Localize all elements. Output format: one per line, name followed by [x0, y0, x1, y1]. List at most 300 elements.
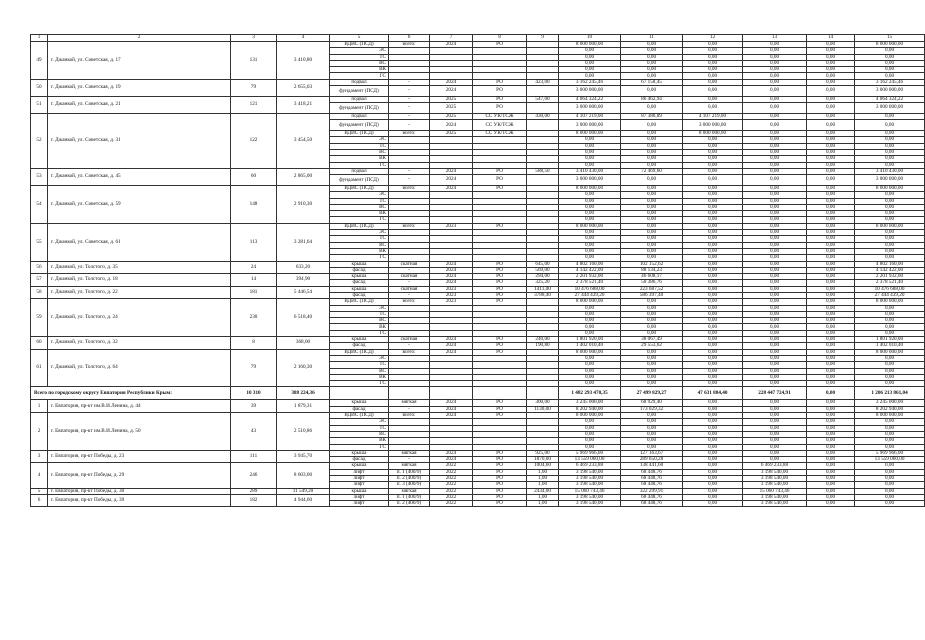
volume: 294,00: [527, 274, 559, 280]
work-type: ВДИС (ПСД): [330, 185, 389, 191]
funds-budget-local: 0,00: [807, 431, 855, 437]
funds-budget-republic: 3 198 540,00: [743, 494, 807, 500]
funds-budget-republic: 0,00: [743, 349, 807, 355]
cost-total: 8 000 000,00: [559, 185, 621, 191]
column-header: 13: [743, 35, 807, 42]
volume: 1,00: [527, 469, 559, 475]
funds-budget-local: 0,00: [807, 54, 855, 60]
cost-total: 0,00: [559, 248, 621, 254]
funding-source: РО: [473, 469, 527, 475]
cost-total: 0,00: [559, 242, 621, 248]
volume: [527, 120, 559, 131]
work-type: лифт: [330, 476, 389, 482]
year: 2024: [430, 175, 473, 186]
funds-fund: 0,00: [855, 73, 925, 79]
funds-fund: 8 000 000,00: [855, 299, 925, 305]
funds-fund: 0,00: [855, 149, 925, 155]
year: 2025: [430, 103, 473, 114]
year: 2022: [430, 494, 473, 500]
cost-total: 0,00: [559, 305, 621, 311]
funds-owners: 0,00: [683, 324, 743, 330]
funds-budget-local: 0,00: [807, 113, 855, 119]
funding-source: РО: [473, 267, 527, 273]
work-subtype: -: [389, 280, 430, 286]
cost-total: 0,00: [559, 362, 621, 368]
funds-fund: 0,00: [855, 381, 925, 387]
cost-per-unit: 29 553,62: [621, 343, 683, 349]
work-type: ВК: [330, 67, 389, 73]
cost-total: 3 000 000,00: [559, 103, 621, 114]
funds-owners: 0,00: [683, 463, 743, 469]
funds-budget-republic: 0,00: [743, 444, 807, 450]
funds-budget-local: 0,00: [807, 255, 855, 261]
funding-source: РО: [473, 274, 527, 280]
funds-owners: 0,00: [683, 381, 743, 387]
row-number: 6: [31, 494, 48, 507]
funds-budget-local: 0,00: [807, 318, 855, 324]
funds-fund: 0,00: [855, 131, 925, 137]
funding-source: РО: [473, 349, 527, 355]
year: 2025: [430, 113, 473, 119]
volume: 645,00: [527, 261, 559, 267]
cost-per-unit: 0,00: [621, 248, 683, 254]
funds-owners: 0,00: [683, 156, 743, 162]
residents-count: 14: [231, 274, 277, 287]
cost-per-unit: 68 448,76: [621, 501, 683, 507]
cost-per-unit: 0,00: [621, 175, 683, 186]
funds-budget-local: 0,00: [807, 343, 855, 349]
funds-budget-local: 0,00: [807, 230, 855, 236]
work-type: ТС: [330, 143, 389, 149]
house-address: г. Джанкой, ул. Толстого, д. 24: [48, 299, 231, 337]
funds-budget-republic: 0,00: [743, 103, 807, 114]
funds-budget-local: 0,00: [807, 143, 855, 149]
funds-budget-republic: 0,00: [743, 413, 807, 419]
work-type: ВДИС (ПСД): [330, 413, 389, 419]
cost-total: 4 802 160,00: [559, 261, 621, 267]
funds-fund: 3 000 000,00: [855, 103, 925, 114]
row-number: 51: [31, 96, 48, 113]
cost-per-unit: 86 462,94: [621, 96, 683, 102]
cost-per-unit: 0,00: [621, 419, 683, 425]
funds-fund: 0,00: [855, 324, 925, 330]
house-address: г. Евпатория, пр-кт Победы, д. 30: [48, 488, 231, 494]
funds-budget-republic: 0,00: [743, 42, 807, 48]
funds-fund: 0,00: [855, 48, 925, 54]
house-area: 2 655,03: [277, 79, 330, 96]
funds-fund: 0,00: [855, 488, 925, 494]
cost-per-unit: 0,00: [621, 374, 683, 380]
funds-budget-local: 0,00: [807, 413, 855, 419]
work-subtype: -: [389, 79, 430, 85]
funds-owners: 0,00: [683, 168, 743, 174]
cost-total: 0,00: [559, 236, 621, 242]
cost-per-unit: 0,00: [621, 236, 683, 242]
cost-per-unit: 38 067,49: [621, 337, 683, 343]
funds-budget-local: 0,00: [807, 482, 855, 488]
column-header: 15: [855, 35, 925, 42]
work-type: ВС: [330, 368, 389, 374]
row-number: 50: [31, 79, 48, 96]
row-number: 59: [31, 299, 48, 337]
work-type: ЭС: [330, 137, 389, 143]
year: 2024: [430, 343, 473, 349]
funds-budget-republic: 0,00: [743, 274, 807, 280]
funds-fund: 0,00: [855, 255, 925, 261]
work-subtype: скатная: [389, 274, 430, 280]
cost-total: 0,00: [559, 217, 621, 223]
volume: 1,00: [527, 501, 559, 507]
funding-source: СС УК/ТСЖ: [473, 113, 527, 119]
work-subtype: -: [389, 175, 430, 186]
funds-fund: 0,00: [855, 198, 925, 204]
column-header: 5: [330, 35, 389, 42]
funds-owners: 0,00: [683, 103, 743, 114]
cost-total: 3 198 540,00: [559, 482, 621, 488]
funds-owners: 0,00: [683, 482, 743, 488]
cost-total: 8 000 000,00: [559, 349, 621, 355]
funds-owners: 0,00: [683, 96, 743, 102]
cost-per-unit: 88 134,23: [621, 267, 683, 273]
cost-total: 8 000 000,00: [559, 131, 621, 137]
volume: [527, 86, 559, 97]
funds-budget-republic: 3 198 540,00: [743, 469, 807, 475]
funds-fund: 0,00: [855, 419, 925, 425]
cost-total: 0,00: [559, 230, 621, 236]
work-type: ТС: [330, 311, 389, 317]
volume: 547,00: [527, 96, 559, 102]
cost-per-unit: 289 650,28: [621, 457, 683, 463]
year: 2024: [430, 79, 473, 85]
funds-budget-local: 0,00: [807, 137, 855, 143]
work-subtype: всего:: [389, 185, 430, 191]
cost-per-unit: 0,00: [621, 355, 683, 361]
funds-owners: 0,00: [683, 343, 743, 349]
funds-budget-local: 0,00: [807, 242, 855, 248]
funds-owners: 0,00: [683, 242, 743, 248]
house-address: г. Евпатория, пр-кт им.В.И.Ленина, д. 50: [48, 413, 231, 451]
funds-budget-local: 0,00: [807, 450, 855, 456]
work-subtype: п. 1 (400/9): [389, 469, 430, 475]
volume: 925,00: [527, 450, 559, 456]
work-subtype: мягкая: [389, 463, 430, 469]
funds-owners: 0,00: [683, 79, 743, 85]
funds-fund: 0,00: [855, 143, 925, 149]
funds-owners: 0,00: [683, 457, 743, 463]
work-subtype: -: [389, 113, 430, 119]
funds-budget-local: 0,00: [807, 192, 855, 198]
funds-budget-local: 0,00: [807, 175, 855, 186]
funds-fund: 0,00: [855, 217, 925, 223]
cost-per-unit: 0,00: [621, 217, 683, 223]
funds-budget-republic: 0,00: [743, 261, 807, 267]
funds-budget-republic: 3 198 540,00: [743, 501, 807, 507]
cost-total: 0,00: [559, 318, 621, 324]
cost-per-unit: 102 152,62: [621, 261, 683, 267]
work-subtype: всего:: [389, 413, 430, 419]
funds-owners: 0,00: [683, 86, 743, 97]
cost-per-unit: 0,00: [621, 48, 683, 54]
year: 2024: [430, 42, 473, 48]
cost-per-unit: 586 397,40: [621, 292, 683, 298]
work-type: ГС: [330, 73, 389, 79]
year: 2022: [430, 501, 473, 507]
year: 2024: [430, 406, 473, 412]
funding-source: РО: [473, 337, 527, 343]
funds-budget-republic: 0,00: [743, 48, 807, 54]
funds-owners: 8 000 000,00: [683, 131, 743, 137]
column-header: 12: [683, 35, 743, 42]
funds-fund: 0,00: [855, 438, 925, 444]
work-subtype: всего:: [389, 131, 430, 137]
work-type: ВК: [330, 211, 389, 217]
house-area: 2 910,30: [277, 185, 330, 223]
work-type: ВС: [330, 60, 389, 66]
funding-source: СС УК/ТСЖ: [473, 131, 527, 137]
funds-budget-local: 0,00: [807, 299, 855, 305]
work-type: подвал: [330, 168, 389, 174]
residents-count: 289: [231, 488, 277, 494]
row-number: 4: [31, 463, 48, 488]
work-type: ВК: [330, 248, 389, 254]
funding-source: РО: [473, 185, 527, 191]
work-subtype: -: [389, 120, 430, 131]
funds-owners: 0,00: [683, 267, 743, 273]
funds-owners: 0,00: [683, 217, 743, 223]
work-subtype: п. 3 (400/9): [389, 482, 430, 488]
volume: 1870,00: [527, 457, 559, 463]
funds-fund: 0,00: [855, 469, 925, 475]
funds-fund: 0,00: [855, 60, 925, 66]
work-type: ВС: [330, 149, 389, 155]
funds-owners: 0,00: [683, 305, 743, 311]
funds-fund: 0,00: [855, 476, 925, 482]
year: 2024: [430, 337, 473, 343]
funds-budget-local: 0,00: [807, 120, 855, 131]
cost-per-unit: 0,00: [621, 67, 683, 73]
funds-fund: 0,00: [855, 368, 925, 374]
year: 2024: [430, 261, 473, 267]
cost-total: 0,00: [559, 73, 621, 79]
funds-owners: 0,00: [683, 261, 743, 267]
funds-fund: 0,00: [855, 362, 925, 368]
cost-total: 0,00: [559, 67, 621, 73]
funds-owners: 0,00: [683, 204, 743, 210]
cost-per-unit: 0,00: [621, 311, 683, 317]
work-type: ВК: [330, 324, 389, 330]
residents-count: 60: [231, 168, 277, 185]
cost-total: 0,00: [559, 311, 621, 317]
column-header: 11: [621, 35, 683, 42]
funds-budget-local: 0,00: [807, 211, 855, 217]
funds-owners: 0,00: [683, 400, 743, 406]
house-address: г. Евпатория, пр-кт Победы, д. 29: [48, 463, 231, 488]
row-number: 60: [31, 337, 48, 350]
funds-owners: 0,00: [683, 494, 743, 500]
funds-budget-republic: 0,00: [743, 248, 807, 254]
funds-owners: 0,00: [683, 368, 743, 374]
cost-total: 3 198 540,00: [559, 476, 621, 482]
cost-per-unit: 0,00: [621, 156, 683, 162]
cost-per-unit: 68 448,76: [621, 476, 683, 482]
funds-budget-republic: 0,00: [743, 217, 807, 223]
cost-per-unit: 0,00: [621, 223, 683, 229]
cost-total: 0,00: [559, 425, 621, 431]
cost-total: 0,00: [559, 48, 621, 54]
funds-budget-local: 0,00: [807, 311, 855, 317]
funds-budget-republic: 0,00: [743, 79, 807, 85]
cost-total: 0,00: [559, 368, 621, 374]
funds-owners: 0,00: [683, 337, 743, 343]
residents-count: 113: [231, 223, 277, 261]
cost-per-unit: 46 608,17: [621, 274, 683, 280]
funds-budget-local: 0,00: [807, 73, 855, 79]
work-subtype: всего:: [389, 299, 430, 305]
funds-fund: 0,00: [855, 230, 925, 236]
funds-budget-republic: 0,00: [743, 86, 807, 97]
cost-per-unit: 0,00: [621, 425, 683, 431]
column-header: 9: [527, 35, 559, 42]
work-subtype: скатная: [389, 337, 430, 343]
work-type: ГС: [330, 162, 389, 168]
cost-total: 4 142 422,00: [559, 267, 621, 273]
cost-per-unit: 0,00: [621, 330, 683, 336]
work-subtype: всего:: [389, 223, 430, 229]
funds-budget-republic: 0,00: [743, 96, 807, 102]
funds-budget-local: 0,00: [807, 292, 855, 298]
cost-per-unit: 0,00: [621, 120, 683, 131]
house-area: 368,00: [277, 337, 330, 350]
year: 2024: [430, 349, 473, 355]
total-label: Всего по городскому округу Евпатория Республики Крым:: [31, 387, 231, 400]
house-address: г. Евпатория, пр-кт им.В.И.Ленина, д. 44: [48, 400, 231, 413]
funding-source: РО: [473, 494, 527, 500]
work-type: ЭС: [330, 48, 389, 54]
house-address: г. Джанкой, ул. Советская, д. 45: [48, 168, 231, 185]
funding-source: РО: [473, 488, 527, 494]
work-type: ЭС: [330, 419, 389, 425]
funds-budget-republic: 0,00: [743, 67, 807, 73]
row-number: 55: [31, 223, 48, 261]
residents-count: 79: [231, 349, 277, 387]
year: 2024: [430, 450, 473, 456]
house-address: г. Джанкой, ул. Толстого, д. 64: [48, 349, 231, 387]
work-type: лифт: [330, 482, 389, 488]
volume: 569,00: [527, 267, 559, 273]
funding-source: РО: [473, 96, 527, 102]
funds-budget-local: 0,00: [807, 261, 855, 267]
work-type: ВК: [330, 156, 389, 162]
cost-per-unit: 87 380,89: [621, 113, 683, 119]
funds-budget-republic: 0,00: [743, 168, 807, 174]
house-area: 3 454,50: [277, 113, 330, 168]
year: 2022: [430, 482, 473, 488]
cost-per-unit: 50 386,76: [621, 280, 683, 286]
cost-per-unit: 68 448,76: [621, 482, 683, 488]
cost-per-unit: 0,00: [621, 211, 683, 217]
residents-count: 131: [231, 42, 277, 80]
funds-owners: 0,00: [683, 198, 743, 204]
work-type: фасад: [330, 267, 389, 273]
year: 2024: [430, 400, 473, 406]
funding-source: РО: [473, 406, 527, 412]
work-type: фасад: [330, 343, 389, 349]
funds-owners: 0,00: [683, 73, 743, 79]
work-type: крыша: [330, 286, 389, 292]
year: 2022: [430, 463, 473, 469]
house-address: г. Джанкой, ул. Советская, д. 61: [48, 223, 231, 261]
funds-fund: 0,00: [855, 204, 925, 210]
funds-fund: 0,00: [855, 137, 925, 143]
funds-budget-local: 0,00: [807, 463, 855, 469]
cost-per-unit: 0,00: [621, 438, 683, 444]
total-value: 27 499 829,27: [621, 387, 683, 400]
work-type: лифт: [330, 494, 389, 500]
work-type: крыша: [330, 400, 389, 406]
work-subtype: скатная: [389, 286, 430, 292]
funds-budget-republic: 0,00: [743, 438, 807, 444]
total-area: 388 224,36: [277, 387, 330, 400]
funds-budget-local: 0,00: [807, 79, 855, 85]
cost-total: 3 245 000,00: [559, 400, 621, 406]
work-type: фундамент (ПСД): [330, 120, 389, 131]
total-value: 0,00: [807, 387, 855, 400]
cost-per-unit: 0,00: [621, 192, 683, 198]
residents-count: 39: [231, 400, 277, 413]
volume: 190,80: [527, 343, 559, 349]
residents-count: 43: [231, 413, 277, 451]
cost-per-unit: 68 448,76: [621, 469, 683, 475]
residents-count: 79: [231, 79, 277, 96]
house-address: г. Джанкой, ул. Советская, д. 21: [48, 96, 231, 113]
row-number: 52: [31, 113, 48, 168]
work-type: ВДИС (ПСД): [330, 299, 389, 305]
funds-owners: 0,00: [683, 362, 743, 368]
funds-fund: 0,00: [855, 248, 925, 254]
funds-owners: 0,00: [683, 236, 743, 242]
row-number: 53: [31, 168, 48, 185]
funds-budget-local: 0,00: [807, 204, 855, 210]
cost-per-unit: 0,00: [621, 255, 683, 261]
funds-fund: 4 142 422,00: [855, 267, 925, 273]
cost-total: 0,00: [559, 137, 621, 143]
funds-owners: 0,00: [683, 230, 743, 236]
funds-budget-republic: 6 469 233,88: [743, 463, 807, 469]
funds-budget-republic: 0,00: [743, 192, 807, 198]
work-type: ТС: [330, 425, 389, 431]
funds-fund: 1 402 010,40: [855, 343, 925, 349]
cost-per-unit: 0,00: [621, 149, 683, 155]
volume: 3788,40: [527, 292, 559, 298]
funds-budget-republic: 0,00: [743, 337, 807, 343]
funds-budget-republic: 0,00: [743, 318, 807, 324]
cost-per-unit: 0,00: [621, 431, 683, 437]
funding-source: РО: [473, 280, 527, 286]
cost-per-unit: 0,00: [621, 73, 683, 79]
work-type: ТС: [330, 236, 389, 242]
house-area: 3 281,64: [277, 223, 330, 261]
residents-count: 121: [231, 96, 277, 113]
work-subtype: п. 2 (400/9): [389, 501, 430, 507]
funds-budget-republic: 0,00: [743, 143, 807, 149]
house-address: г. Джанкой, ул. Советская, д. 19: [48, 79, 231, 96]
work-type: ТС: [330, 198, 389, 204]
column-header: 3: [231, 35, 277, 42]
work-type: ТС: [330, 54, 389, 60]
cost-per-unit: 0,00: [621, 318, 683, 324]
house-area: 3 418,21: [277, 96, 330, 113]
year: 2024: [430, 413, 473, 419]
